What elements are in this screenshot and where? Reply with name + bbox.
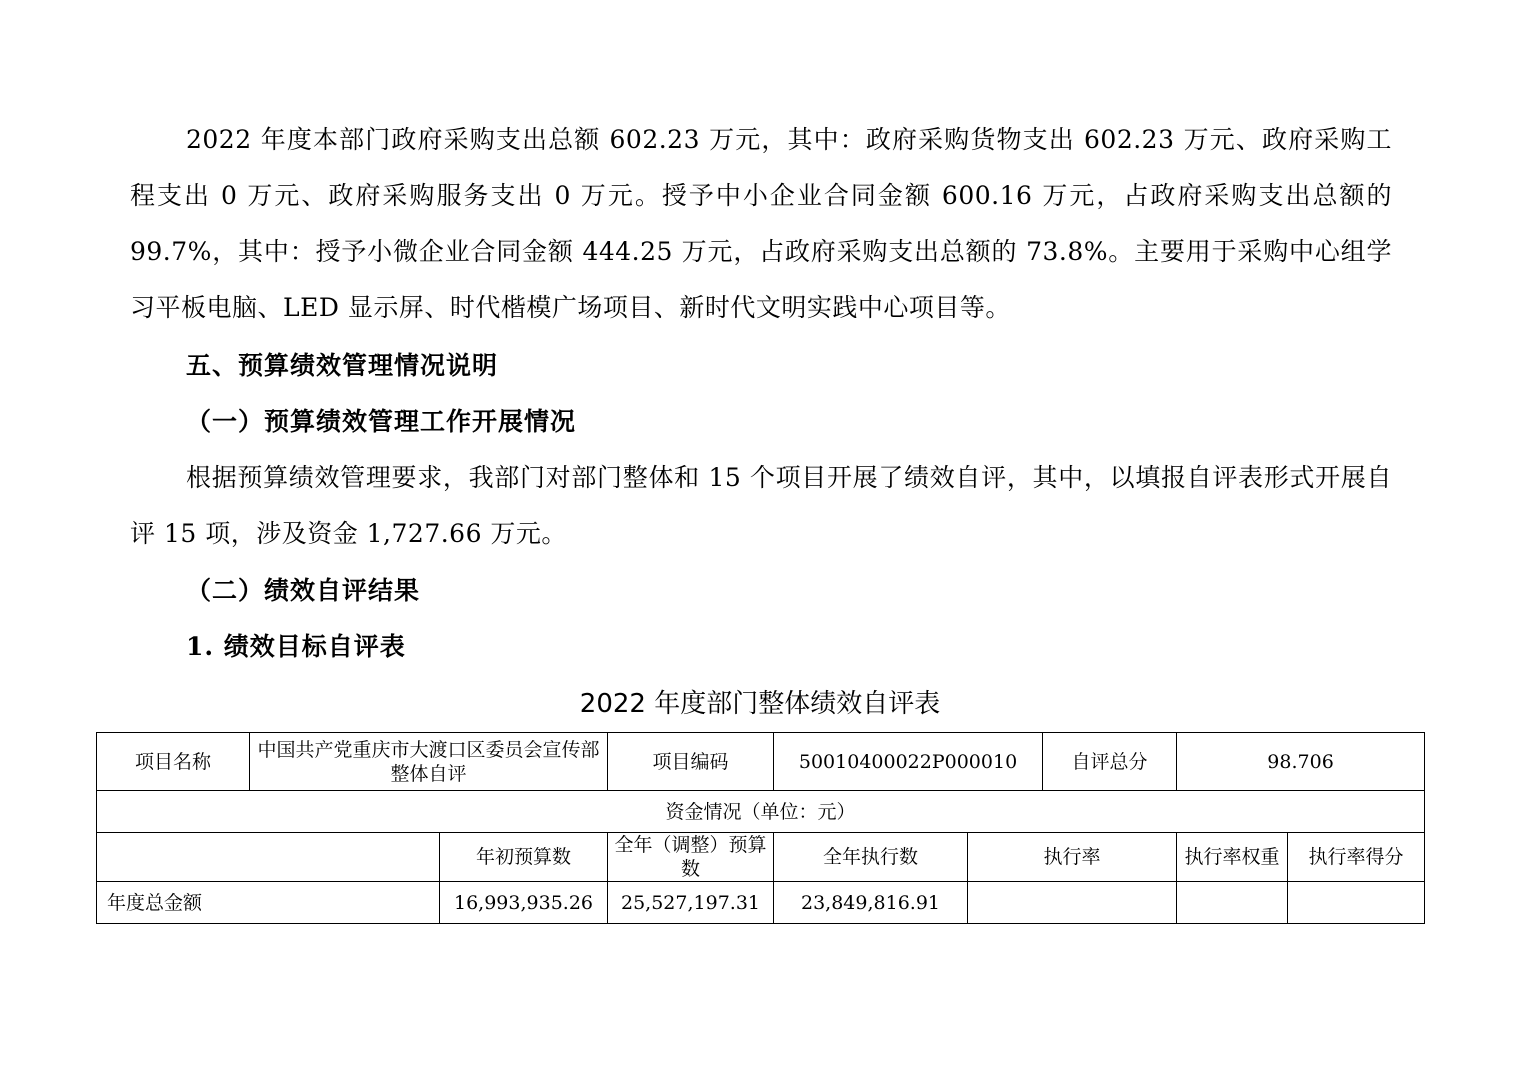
procurement-paragraph: 2022 年度本部门政府采购支出总额 602.23 万元，其中：政府采购货物支出 602.23 万元、政府采购工程支出 0 万元、政府采购服务支出 0 万元。授予中小企业合同金额 600.16 万元，占政府采购支出总额的 99.7%，其中：授予小微企业合同金额 444.25 万元，占政府采购支出总额的 73.8%。主要用于采购中心组学习平板电脑、LED 显示屏、时代楷模广场项目、新时代文明实践中心项目等。	[130, 125, 1392, 322]
project-name-label: 项目名称	[97, 733, 250, 791]
table-header-row	[97, 833, 1425, 882]
project-name-value: 中国共产党重庆市大渡口区委员会宣传部整体自评	[250, 733, 608, 791]
table-row	[97, 791, 1425, 833]
subsection-heading-one: （一）预算绩效管理工作开展情况	[186, 407, 577, 436]
table-row	[97, 882, 1425, 924]
adjusted-budget-value: 25,527,197.31	[608, 882, 774, 924]
item-heading-1: 1. 绩效目标自评表	[186, 632, 406, 661]
executed-value: 23,849,816.91	[774, 882, 968, 924]
exec-rate-score-header: 执行率得分	[1288, 833, 1425, 882]
project-code-value: 50010400022P000010	[774, 733, 1043, 791]
table-title: 2022 年度部门整体绩效自评表	[579, 689, 941, 719]
exec-rate-header: 执行率	[968, 833, 1177, 882]
table-row	[97, 733, 1425, 791]
self-evaluation-paragraph: 根据预算绩效管理要求，我部门对部门整体和 15 个项目开展了绩效自评，其中，以填报自评表形式开展自评 15 项，涉及资金 1,727.66 万元。	[130, 463, 1392, 548]
subsection-heading-two: （二）绩效自评结果	[186, 576, 421, 605]
funds-header: 资金情况（单位：元）	[97, 791, 1425, 833]
adjusted-budget-header: 全年（调整）预算数	[608, 833, 774, 882]
initial-budget-header: 年初预算数	[440, 833, 608, 882]
performance-evaluation-table	[96, 732, 1425, 924]
blank-header-cell	[97, 833, 440, 882]
initial-budget-value: 16,993,935.26	[440, 882, 608, 924]
section-heading-five: 五、预算绩效管理情况说明	[186, 351, 499, 380]
score-value: 98.706	[1177, 733, 1425, 791]
exec-rate-score-value	[1288, 882, 1425, 924]
score-label: 自评总分	[1043, 733, 1177, 791]
exec-rate-value	[968, 882, 1177, 924]
project-code-label: 项目编码	[608, 733, 774, 791]
exec-rate-weight-value	[1177, 882, 1288, 924]
executed-header: 全年执行数	[774, 833, 968, 882]
total-amount-label: 年度总金额	[97, 882, 440, 924]
exec-rate-weight-header: 执行率权重	[1177, 833, 1288, 882]
